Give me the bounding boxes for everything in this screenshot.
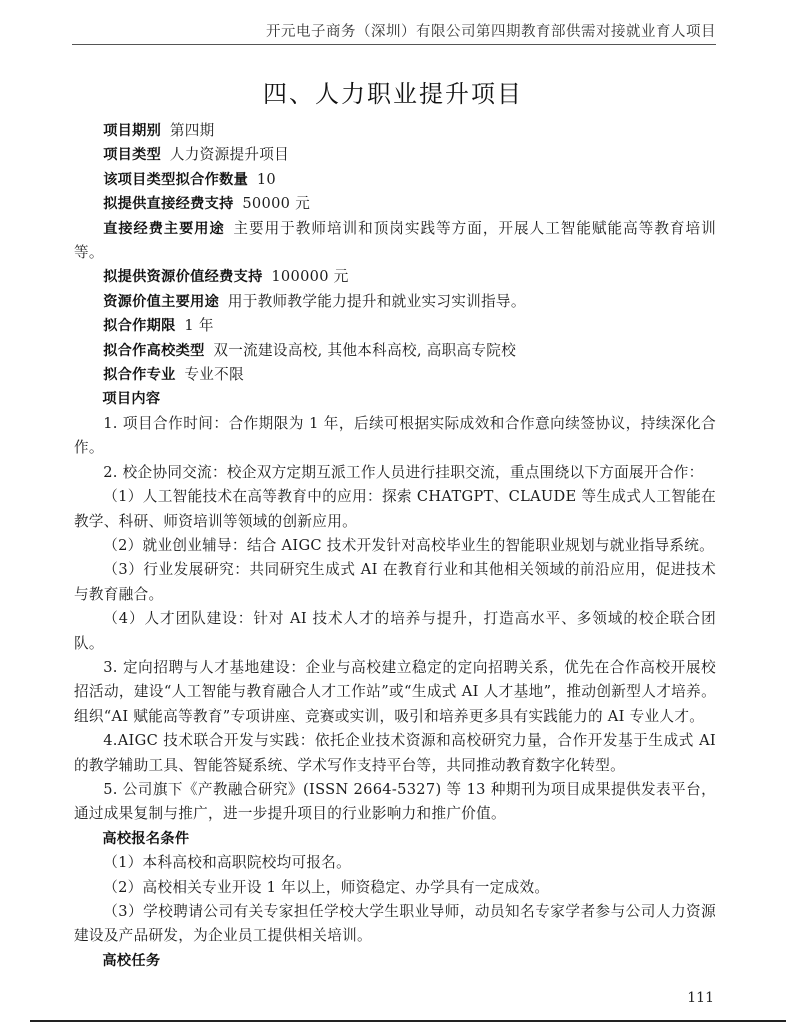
field-value: 100000 元 xyxy=(271,268,349,286)
header-divider xyxy=(72,44,716,45)
field-major xyxy=(74,363,716,387)
field-value: 1 年 xyxy=(184,317,214,335)
field-label: 该项目类型拟合作数量 xyxy=(103,171,249,188)
requirement-item: （3）学校聘请公司有关专家担任学校大学生职业导师，动员知名专家学者参与公司人力资源建设及产品研发，为企业员工提供相关培训。 xyxy=(74,903,716,945)
requirement-item: （2）高校相关专业开设 1 年以上，师资稳定、办学具有一定成效。 xyxy=(103,878,550,896)
content-paragraph: 5. 公司旗下《产教融合研究》(ISSN 2664-5327) 等 13 种期刊为项目成果提供发表平台，通过成果复制与推广，进一步提升项目的行业影响力和推广价值。 xyxy=(74,780,716,823)
field-school-types xyxy=(74,339,716,363)
field-value: 人力资源提升项目 xyxy=(169,146,290,164)
field-value: 10 xyxy=(256,170,276,188)
field-label: 资源价值主要用途 xyxy=(103,293,220,310)
content-paragraph: （3）行业发展研究：共同研究生成式 AI 在教育行业和其他相关领域的前沿应用，促进技术与教育融合。 xyxy=(74,561,716,603)
content-paragraph: 3. 定向招聘与人才基地建设：企业与高校建立稳定的定向招聘关系，优先在合作高校开展校招活动，建设“人工智能与教育融合人才工作站”或“生成式 AI 人才基地”，推动创新型人才培养。组织“AI 赋能高等教育”专项讲座、竞赛或实训，吸引和培养更多具有实践能力的 AI 专业人才。 xyxy=(74,658,716,725)
field-period xyxy=(74,119,716,143)
field-duration xyxy=(74,314,716,338)
running-header: 开元电子商务（深圳）有限公司第四期教育部供需对接就业育人项目 xyxy=(266,24,716,40)
field-label: 项目期别 xyxy=(103,123,162,139)
requirement-item: （1）本科高校和高职院校均可报名。 xyxy=(103,854,352,872)
field-count xyxy=(74,168,716,192)
page-number: 111 xyxy=(687,990,714,1006)
field-resource-funding xyxy=(74,265,716,289)
document-body xyxy=(74,119,716,973)
content-paragraph: （4）人才团队建设：针对 AI 技术人才的培养与提升，打造高水平、多领域的校企联合团队。 xyxy=(74,610,716,652)
field-label: 拟合作高校类型 xyxy=(103,342,205,359)
content-paragraph: 2. 校企协同交流：校企双方定期互派工作人员进行挂职交流，重点围绕以下方面展开合作： xyxy=(103,463,704,481)
field-label: 拟合作期限 xyxy=(103,318,176,335)
content-heading: 项目内容 xyxy=(102,391,161,408)
field-value: 50000 元 xyxy=(242,195,311,213)
field-resource-use xyxy=(74,290,716,314)
content-paragraph: （1）人工智能技术在高等教育中的应用：探索 CHATGPT、CLAUDE 等生成式人工智能在教学、科研、师资培训等领域的创新应用。 xyxy=(74,488,716,530)
field-direct-funding xyxy=(74,192,716,216)
footer-divider xyxy=(30,1020,786,1022)
field-label: 拟提供直接经费支持 xyxy=(103,196,234,213)
field-value: 用于教师教学能力提升和就业实习实训指导。 xyxy=(227,292,526,310)
field-direct-use xyxy=(74,217,716,266)
field-value: 第四期 xyxy=(169,122,215,139)
tasks-heading: 高校任务 xyxy=(102,952,161,969)
field-label: 直接经费主要用途 xyxy=(103,220,225,237)
field-value: 专业不限 xyxy=(184,366,244,384)
section-title: 四、人力职业提升项目 xyxy=(263,80,523,108)
requirements-heading: 高校报名条件 xyxy=(102,830,190,847)
field-label: 拟合作专业 xyxy=(103,367,176,384)
content-paragraph: 1. 项目合作时间：合作期限为 1 年，后续可根据实际成效和合作意向续签协议，持续深化合作。 xyxy=(74,414,716,457)
field-label: 拟提供资源价值经费支持 xyxy=(103,269,263,286)
field-value: 主要用于教师培训和顶岗实践等方面，开展人工智能赋能高等教育培训等。 xyxy=(74,219,716,262)
field-value: 双一流建设高校, 其他本科高校, 高职高专院校 xyxy=(213,341,517,359)
field-label: 项目类型 xyxy=(103,147,162,164)
content-paragraph: （2）就业创业辅导：结合 AIGC 技术开发针对高校毕业生的智能职业规划与就业指导系统。 xyxy=(103,536,715,554)
content-paragraph: 4.AIGC 技术联合开发与实践：依托企业技术资源和高校研究力量，合作开发基于生成式 AI 的教学辅助工具、智能答疑系统、学术写作支持平台等，共同推动教育数字化转型。 xyxy=(74,732,716,774)
field-type xyxy=(74,143,716,167)
